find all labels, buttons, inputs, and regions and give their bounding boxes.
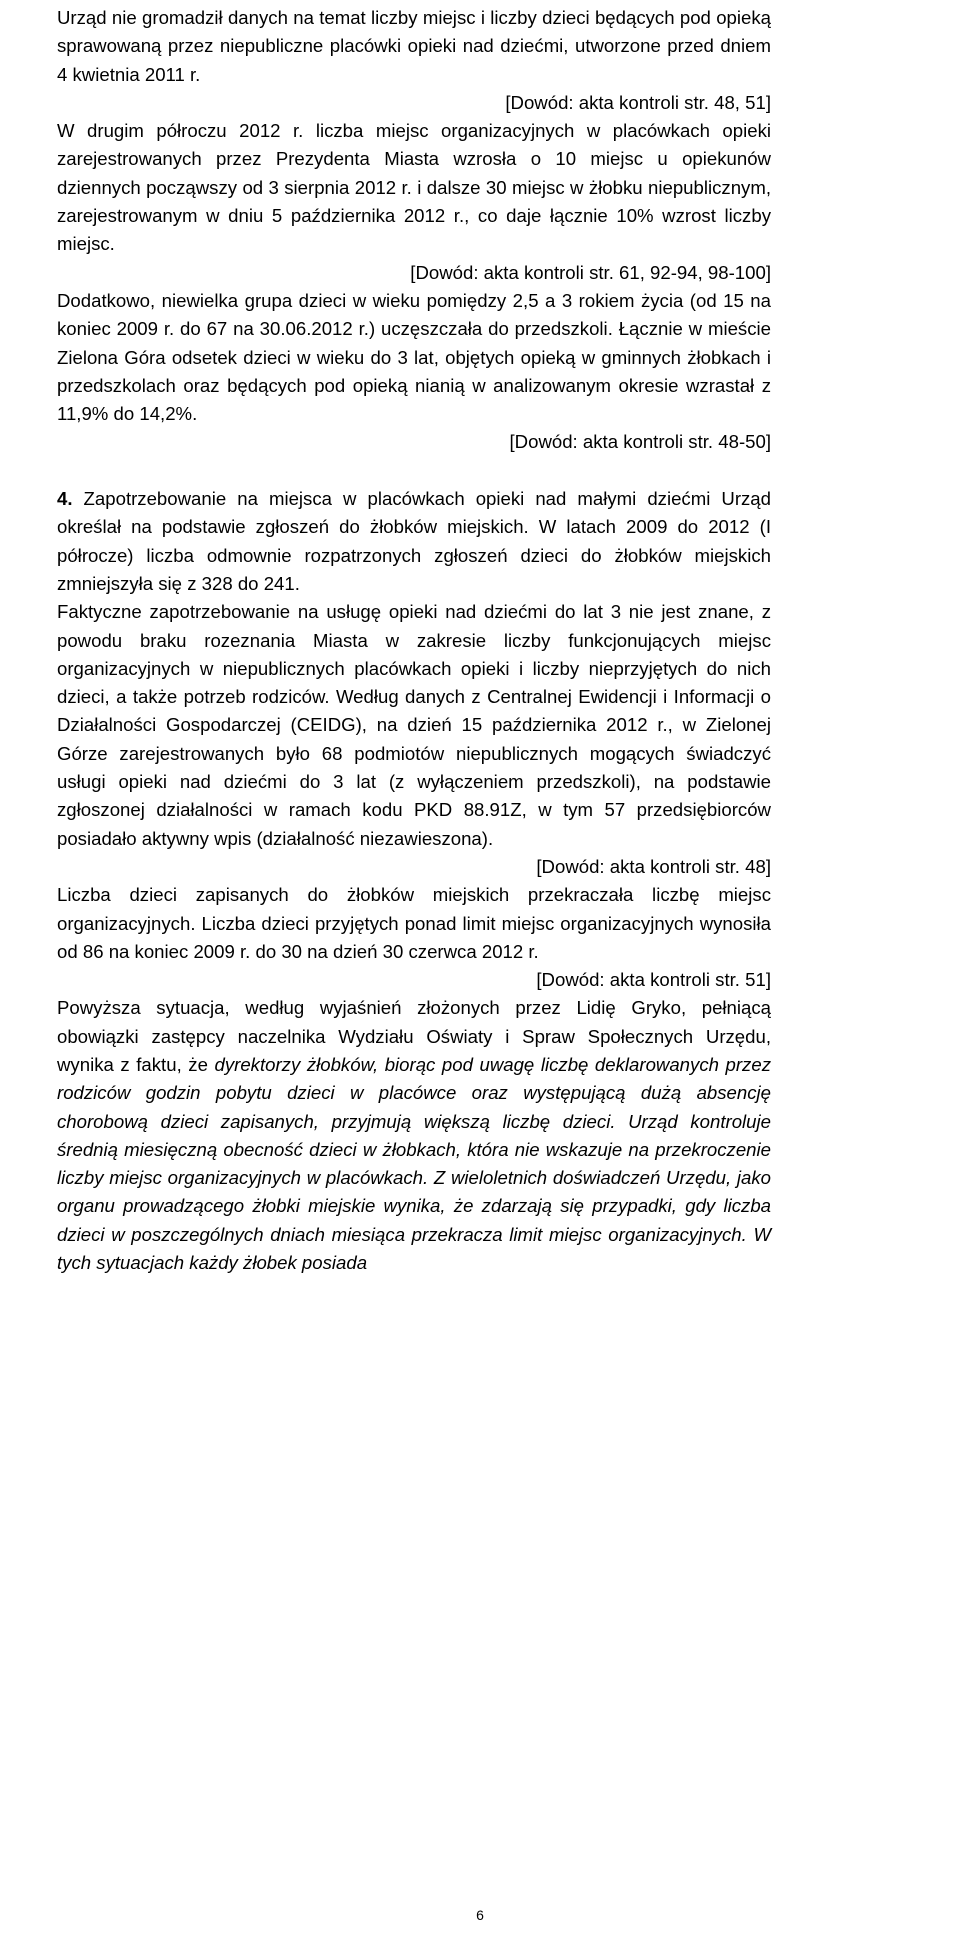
evidence-reference: [Dowód: akta kontroli str. 48, 51] (505, 91, 771, 113)
paragraph-text: Zapotrzebowanie na miejsca w placówkach opieki nad małymi dziećmi Urząd określał na podstawie zgłoszeń do żłobków miejskich. W latach 2009 do 2012 (I półrocze) liczba odmownie rozpatrzonych zgłoszeń dzieci do żłobków miejskich zmniejszyła się z 328 do 241. (57, 488, 771, 594)
paragraph-faktyczne-zapotrzebowanie: Faktyczne zapotrzebowanie na usługę opieki nad dziećmi do lat 3 nie jest znane, z powodu braku rozeznania Miasta w zakresie liczby funkcjonujących miejsc organizacyjnych w niepublicznych placówkach opieki i liczby nieprzyjętych do nich dzieci, a także potrzeb rodziców. Według danych z Centralnej Ewidencji i Informacji o Działalności Gospodarczej (CEIDG), na dzień 15 października 2012 r., w Zielonej Górze zarejestrowanych było 68 podmiotów niepublicznych mogących świadczyć usługi opieki nad dziećmi do 3 lat (z wyłączeniem przedszkoli), na podstawie zgłoszonej działalności w ramach kodu PKD 88.91Z, w tym 57 przedsiębiorców posiadało aktywny wpis (działalność niezawieszona). (57, 601, 771, 849)
quoted-explanation: dyrektorzy żłobków, biorąc pod uwagę liczbę deklarowanych przez rodziców godzin pobytu dzieci w placówce oraz występującą dużą absencję chorobową dzieci zapisanych, przyjmują większą liczbę dzieci. Urząd kontroluje średnią miesięczną obecność dzieci w żłobkach, która nie wskazuje na przekroczenie liczby miejsc organizacyjnych w placówkach. Z wieloletnich doświadczeń Urzędu, jako organu prowadzącego żłobki miejskie wynika, że zdarzają się przypadki, gdy liczba dzieci w poszczególnych dniach miesiąca przekracza limit miejsc organizacyjnych. W tych sytuacjach każdy żłobek posiada (57, 1053, 771, 1274)
paragraph-wzrost-miejsc: W drugim półroczu 2012 r. liczba miejsc organizacyjnych w placówkach opieki zarejestrowanych przez Prezydenta Miasta wzrosła o 10 miejsc u opiekunów dziennych począwszy od 3 sierpnia 2012 r. i dalsze 30 miejsc w żłobku niepublicznym, zarejestrowanym w dniu 5 października 2012 r., co daje łącznie 10% wzrost liczby miejsc. (57, 120, 771, 255)
evidence-reference: [Dowód: akta kontroli str. 61, 92-94, 98-100] (410, 261, 771, 283)
evidence-reference: [Dowód: akta kontroli str. 48-50] (509, 431, 771, 453)
paragraph-przedszkola: Dodatkowo, niewielka grupa dzieci w wieku pomiędzy 2,5 a 3 rokiem życia (od 15 na koniec 2009 r. do 67 na 30.06.2012 r.) uczęszczała do przedszkoli. Łącznie w mieście Zielona Góra odsetek dzieci w wieku do 3 lat, objętych opieką w gminnych żłobkach i przedszkolach oraz będących pod opieką nianią w analizowanym okresie wzrastał z 11,9% do 14,2%. (57, 289, 771, 425)
paragraph-text: Powyższa sytuacja, według wyjaśnień złożonych przez Lidię Gryko, pełniącą obowiązki zastępcy naczelnika Wydziału Oświaty i Spraw Społecznych Urzędu, wynika z faktu, że (57, 997, 771, 1075)
paragraph-ponad-limit: Liczba dzieci zapisanych do żłobków miejskich przekraczała liczbę miejsc organizacyjnych. Liczba dzieci przyjętych ponad limit miejsc organizacyjnych wynosiła od 86 na koniec 2009 r. do 30 na dzień 30 czerwca 2012 r. (57, 884, 771, 962)
paragraph-gromadzenie-danych: Urząd nie gromadził danych na temat liczby miejsc i liczby dzieci będących pod opieką sprawowaną przez niepubliczne placówki opieki nad dziećmi, utworzone przed dniem 4 kwietnia 2011 r. (57, 7, 771, 85)
document-body (57, 4, 771, 1277)
section-number: 4. (57, 488, 73, 510)
paragraph-wyjasnienia (57, 994, 771, 1277)
evidence-reference: [Dowód: akta kontroli str. 51] (536, 969, 771, 991)
evidence-reference: [Dowód: akta kontroli str. 48] (536, 855, 771, 877)
page-number: 6 (476, 1907, 484, 1923)
paragraph-zapotrzebowanie (57, 485, 771, 598)
